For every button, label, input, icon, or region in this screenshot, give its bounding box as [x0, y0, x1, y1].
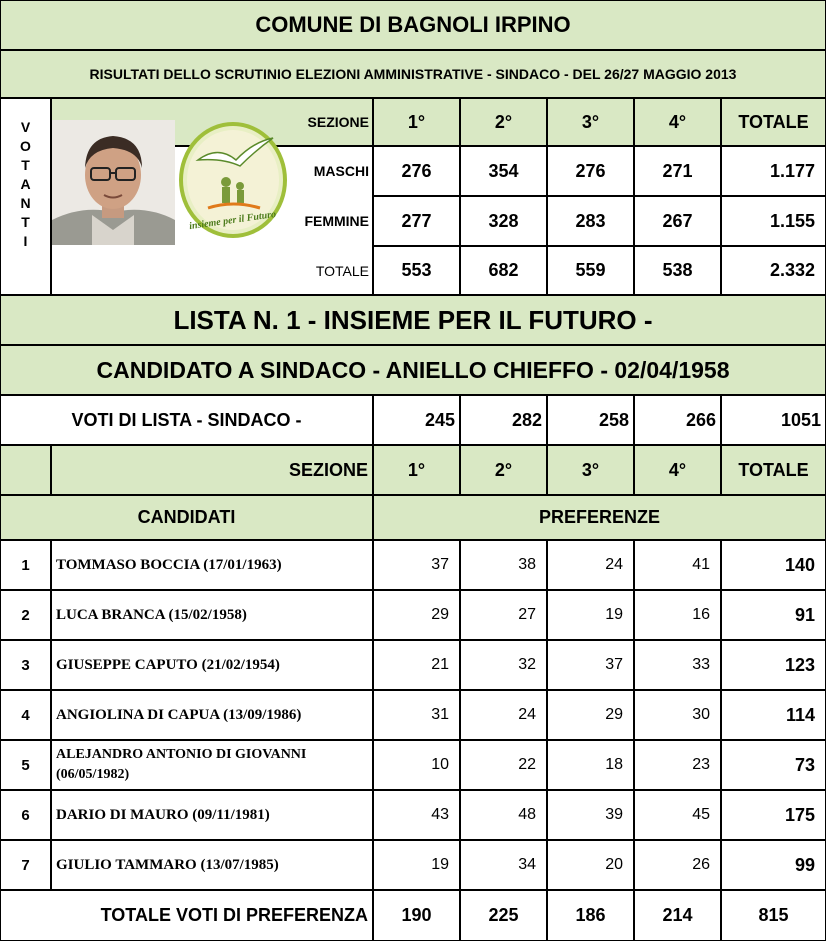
candidate-number: 2 — [0, 590, 51, 640]
votanti-letter: T — [21, 214, 30, 230]
preference-value: 33 — [634, 640, 721, 690]
preference-value: 16 — [634, 590, 721, 640]
maschi-value: 276 — [547, 146, 634, 196]
preference-value: 37 — [373, 540, 460, 590]
preference-value: 21 — [373, 640, 460, 690]
preference-value: 18 — [547, 740, 634, 790]
votanti-letter: V — [20, 119, 31, 135]
preference-value: 38 — [460, 540, 547, 590]
voti-lista-value: 266 — [634, 395, 721, 445]
candidate-name: TOMMASO BOCCIA (17/01/1963) — [51, 540, 373, 590]
votanti-sezione-1: 1° — [373, 98, 460, 146]
candidati-header: CANDIDATI — [0, 495, 373, 540]
preference-total: 99 — [721, 840, 826, 890]
lista-title: LISTA N. 1 - INSIEME PER IL FUTURO - — [0, 295, 826, 345]
preference-value: 19 — [373, 840, 460, 890]
voti-lista-total: 1051 — [721, 395, 826, 445]
preference-value: 24 — [460, 690, 547, 740]
votanti-sezione-4: 4° — [634, 98, 721, 146]
femmine-total: 1.155 — [721, 196, 826, 246]
preference-value: 30 — [634, 690, 721, 740]
candidate-name: GIUSEPPE CAPUTO (21/02/1954) — [51, 640, 373, 690]
maschi-value: 276 — [373, 146, 460, 196]
preference-value: 32 — [460, 640, 547, 690]
preference-total: 73 — [721, 740, 826, 790]
comune-title: COMUNE DI BAGNOLI IRPINO — [0, 0, 826, 50]
preference-value: 39 — [547, 790, 634, 840]
maschi-total: 1.177 — [721, 146, 826, 196]
svg-text:insieme per il Futuro: insieme per il Futuro — [188, 208, 277, 233]
preference-value: 48 — [460, 790, 547, 840]
candidate-photo — [52, 120, 175, 245]
totale-preferenze-value: 225 — [460, 890, 547, 941]
votanti-sezione-3: 3° — [547, 98, 634, 146]
votanti-letter: A — [20, 176, 31, 192]
femmine-value: 267 — [634, 196, 721, 246]
candidate-name: ANGIOLINA DI CAPUA (13/09/1986) — [51, 690, 373, 740]
party-logo — [178, 120, 288, 240]
preference-value: 19 — [547, 590, 634, 640]
pref-sezione-1: 1° — [373, 445, 460, 495]
candidate-name: GIULIO TAMMARO (13/07/1985) — [51, 840, 373, 890]
votanti-totale-value: 553 — [373, 246, 460, 295]
candidate-name: LUCA BRANCA (15/02/1958) — [51, 590, 373, 640]
preference-value: 41 — [634, 540, 721, 590]
preference-total: 114 — [721, 690, 826, 740]
preference-value: 27 — [460, 590, 547, 640]
preference-value: 31 — [373, 690, 460, 740]
voti-lista-label: VOTI DI LISTA - SINDACO - — [0, 395, 373, 445]
preference-value: 29 — [373, 590, 460, 640]
maschi-value: 271 — [634, 146, 721, 196]
preference-value: 26 — [634, 840, 721, 890]
preference-value: 37 — [547, 640, 634, 690]
preference-value: 29 — [547, 690, 634, 740]
femmine-value: 277 — [373, 196, 460, 246]
elections-subtitle: RISULTATI DELLO SCRUTINIO ELEZIONI AMMINISTRATIVE - SINDACO - DEL 26/27 MAGGIO 2013 — [0, 50, 826, 98]
candidate-name: DARIO DI MAURO (09/11/1981) — [51, 790, 373, 840]
preference-total: 91 — [721, 590, 826, 640]
candidato-sindaco: CANDIDATO A SINDACO - ANIELLO CHIEFFO - 02/04/1958 — [0, 345, 826, 395]
totale-preferenze-total: 815 — [721, 890, 826, 941]
pref-sezione-3: 3° — [547, 445, 634, 495]
preference-total: 140 — [721, 540, 826, 590]
totale-preferenze-value: 190 — [373, 890, 460, 941]
votanti-grand-total: 2.332 — [721, 246, 826, 295]
pref-sezione-4: 4° — [634, 445, 721, 495]
femmine-value: 328 — [460, 196, 547, 246]
preference-value: 45 — [634, 790, 721, 840]
pref-sezione-2: 2° — [460, 445, 547, 495]
candidate-number: 1 — [0, 540, 51, 590]
femmine-label: FEMMINE — [304, 213, 369, 229]
pref-totale-header: TOTALE — [721, 445, 826, 495]
votanti-totale-label: TOTALE — [315, 262, 369, 279]
preference-value: 34 — [460, 840, 547, 890]
votanti-sezione-2: 2° — [460, 98, 547, 146]
preference-value: 22 — [460, 740, 547, 790]
votanti-letter: T — [21, 157, 30, 173]
voti-lista-value: 258 — [547, 395, 634, 445]
preference-total: 175 — [721, 790, 826, 840]
preference-value: 10 — [373, 740, 460, 790]
maschi-label: MASCHI — [313, 163, 369, 179]
candidate-number: 5 — [0, 740, 51, 790]
votanti-totale-value: 559 — [547, 246, 634, 295]
votanti-letter: I — [23, 233, 28, 249]
voti-lista-value: 282 — [460, 395, 547, 445]
totale-preferenze-value: 186 — [547, 890, 634, 941]
votanti-sezione-label: SEZIONE — [307, 114, 369, 130]
sezione-empty-cell — [0, 445, 51, 495]
preference-value: 24 — [547, 540, 634, 590]
votanti-totale-header: TOTALE — [721, 98, 826, 146]
votanti-letter: O — [20, 138, 31, 154]
candidate-number: 4 — [0, 690, 51, 740]
votanti-vertical-label — [0, 98, 51, 298]
preference-value: 43 — [373, 790, 460, 840]
totale-preferenze-label: TOTALE VOTI DI PREFERENZA — [0, 890, 373, 941]
preference-value: 20 — [547, 840, 634, 890]
preference-total: 123 — [721, 640, 826, 690]
candidate-name: ALEJANDRO ANTONIO DI GIOVANNI (06/05/1982) — [51, 740, 373, 790]
voti-lista-value: 245 — [373, 395, 460, 445]
pref-sezione-label: SEZIONE — [51, 445, 373, 495]
totale-preferenze-value: 214 — [634, 890, 721, 941]
candidate-number: 7 — [0, 840, 51, 890]
preference-value: 23 — [634, 740, 721, 790]
maschi-value: 354 — [460, 146, 547, 196]
votanti-totale-value: 538 — [634, 246, 721, 295]
votanti-totale-value: 682 — [460, 246, 547, 295]
candidate-number: 3 — [0, 640, 51, 690]
candidate-number: 6 — [0, 790, 51, 840]
femmine-value: 283 — [547, 196, 634, 246]
votanti-letter: N — [20, 195, 31, 211]
preferenze-header: PREFERENZE — [373, 495, 826, 540]
